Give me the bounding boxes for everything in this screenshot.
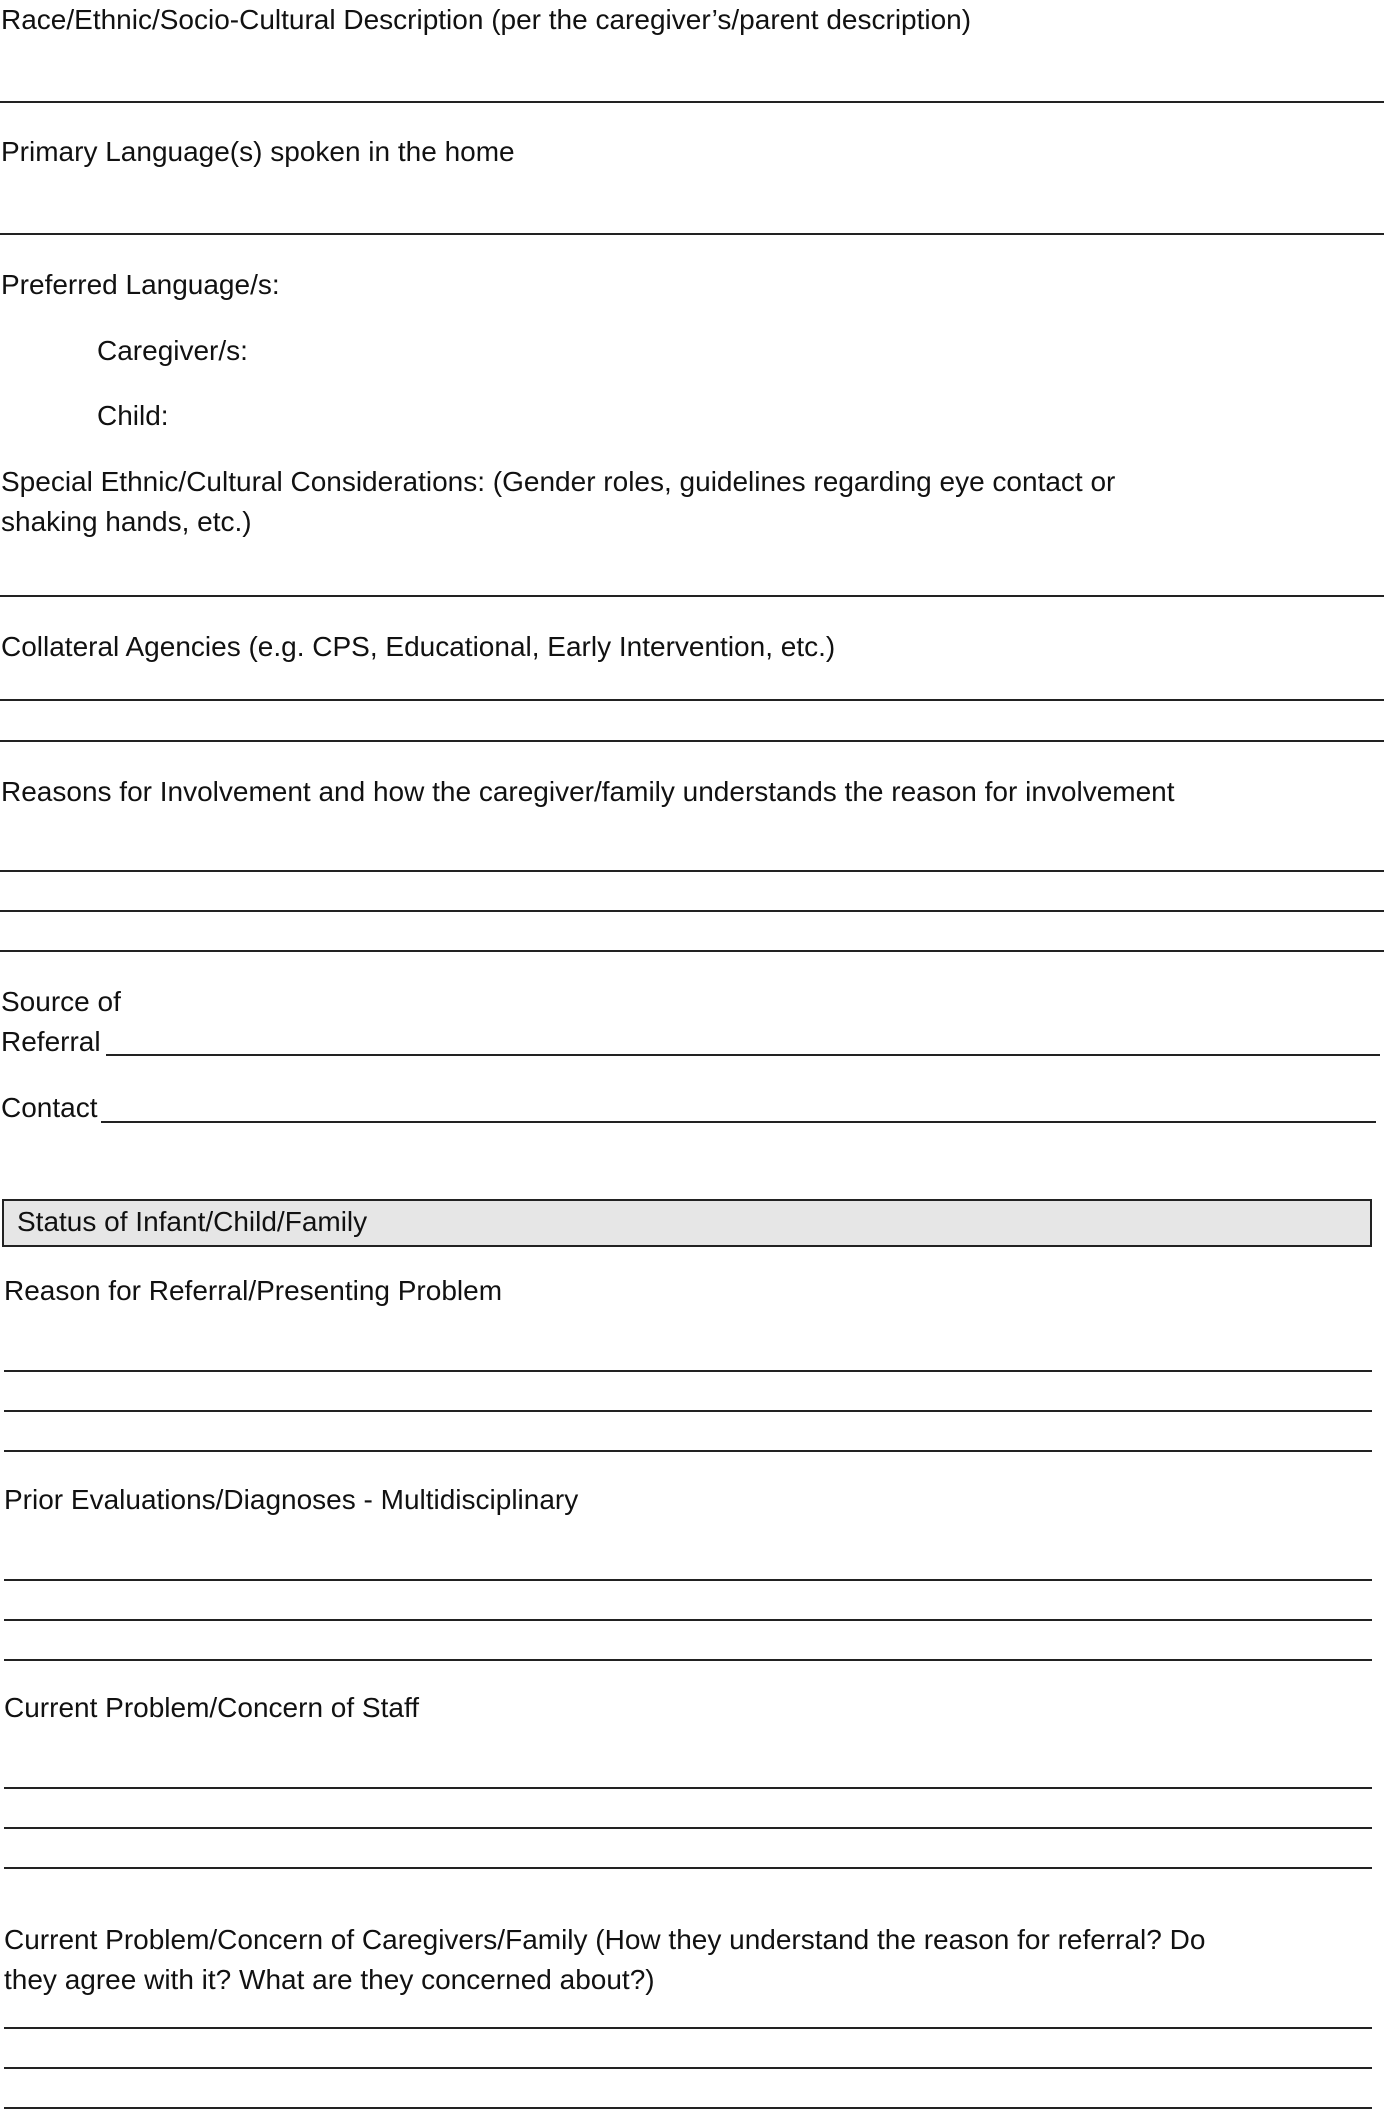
- child-language-label: Child:: [97, 400, 169, 431]
- caregivers-concern-line[interactable]: [4, 2027, 1372, 2029]
- caregivers-concern-label: Current Problem/Concern of Caregivers/Family (How they understand the reason for referral? Do they agree with it? What are they concerned about?): [4, 1924, 1206, 1995]
- reasons-involvement-label: Reasons for Involvement and how the caregiver/family understands the reason for involvement: [1, 776, 1175, 807]
- source-referral-label-line1: Source of: [1, 986, 121, 1017]
- reason-referral-line[interactable]: [4, 1410, 1372, 1412]
- staff-concern-line[interactable]: [4, 1827, 1372, 1829]
- caregivers-concern-line[interactable]: [4, 2107, 1372, 2109]
- reasons-line[interactable]: [0, 910, 1384, 912]
- status-section-header: [2, 1199, 1372, 1247]
- prior-evaluations-line[interactable]: [4, 1579, 1372, 1581]
- staff-concern-line[interactable]: [4, 1787, 1372, 1789]
- primary-language-label: Primary Language(s) spoken in the home: [1, 136, 515, 167]
- special-considerations-label: Special Ethnic/Cultural Considerations: (Gender roles, guidelines regarding eye contact or shaking hands, etc.): [1, 466, 1116, 537]
- prior-evaluations-line[interactable]: [4, 1619, 1372, 1621]
- reasons-line[interactable]: [0, 870, 1384, 872]
- source-referral-line[interactable]: [106, 1054, 1380, 1056]
- prior-evaluations-label: Prior Evaluations/Diagnoses - Multidisciplinary: [4, 1484, 579, 1515]
- prior-evaluations-line[interactable]: [4, 1659, 1372, 1661]
- reasons-line[interactable]: [0, 950, 1384, 952]
- collateral-line[interactable]: [0, 740, 1384, 742]
- contact-line[interactable]: [101, 1121, 1376, 1123]
- contact-label: Contact: [1, 1092, 98, 1123]
- status-section-title: Status of Infant/Child/Family: [17, 1206, 368, 1237]
- caregivers-language-label: Caregiver/s:: [97, 335, 248, 366]
- reason-referral-line[interactable]: [4, 1450, 1372, 1452]
- caregivers-concern-line[interactable]: [4, 2067, 1372, 2069]
- race-ethnic-line[interactable]: [0, 101, 1384, 103]
- collateral-line[interactable]: [0, 699, 1384, 701]
- staff-concern-line[interactable]: [4, 1867, 1372, 1869]
- special-considerations-line[interactable]: [0, 595, 1384, 597]
- preferred-language-label: Preferred Language/s:: [1, 269, 280, 300]
- staff-concern-label: Current Problem/Concern of Staff: [4, 1692, 420, 1723]
- collateral-agencies-label: Collateral Agencies (e.g. CPS, Educational, Early Intervention, etc.): [1, 631, 836, 662]
- race-ethnic-label: Race/Ethnic/Socio-Cultural Description (per the caregiver’s/parent description): [1, 4, 972, 35]
- primary-language-line[interactable]: [0, 233, 1384, 235]
- reason-referral-label: Reason for Referral/Presenting Problem: [4, 1275, 503, 1306]
- reason-referral-line[interactable]: [4, 1370, 1372, 1372]
- source-referral-label-line2: Referral: [1, 1026, 101, 1057]
